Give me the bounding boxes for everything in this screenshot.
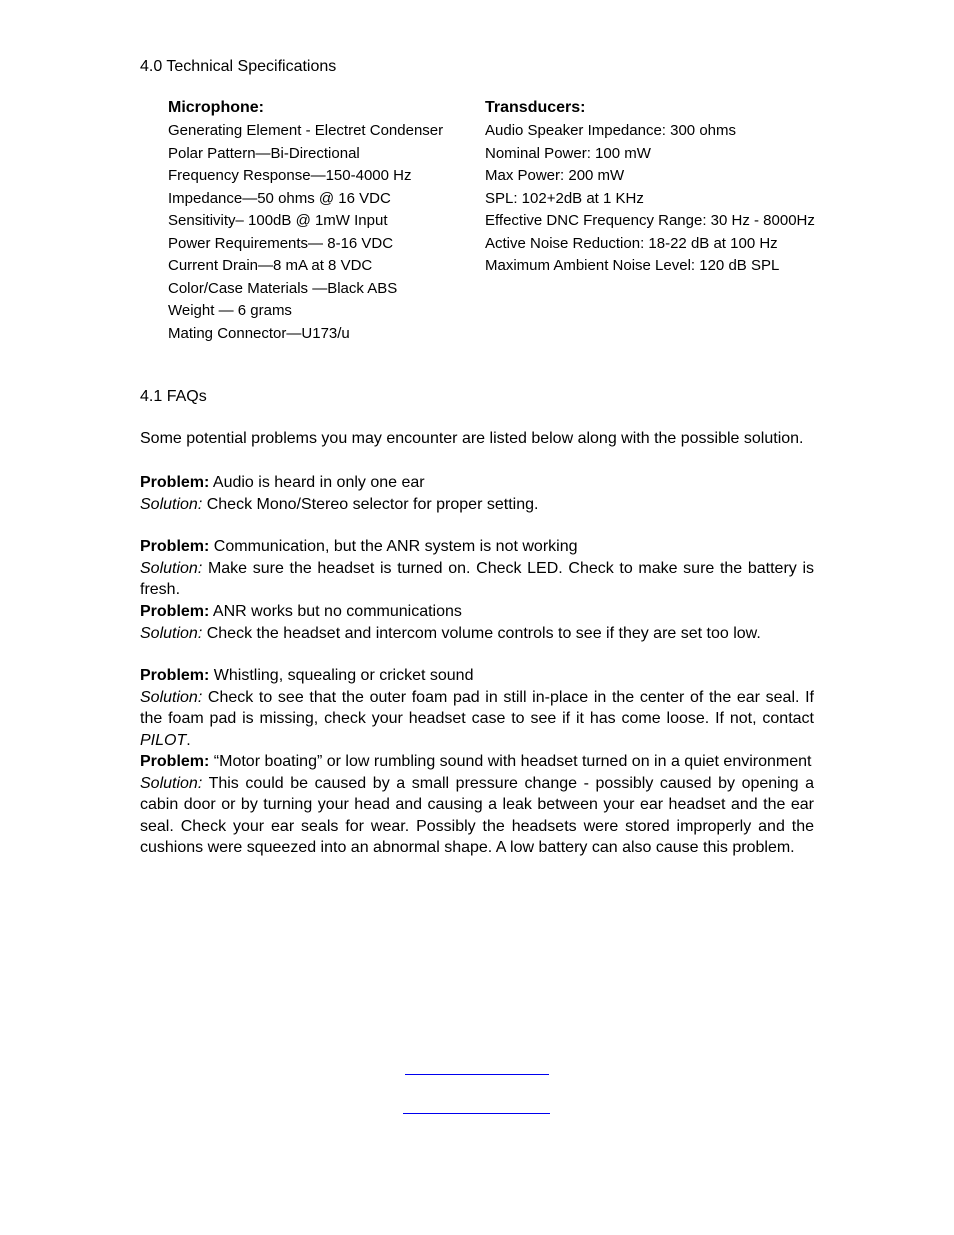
faq-item bbox=[140, 665, 814, 751]
spec-item: Max Power: 200 mW bbox=[485, 167, 625, 184]
transducer-spec-list bbox=[485, 120, 825, 278]
transducers-title: Transducers: bbox=[485, 99, 586, 116]
spec-item: Frequency Response—150-4000 Hz bbox=[168, 167, 412, 184]
faq-intro: Some potential problems you may encounter are listed below along with the possible solution. bbox=[140, 430, 804, 447]
spec-item: Power Requirements— 8-16 VDC bbox=[168, 234, 394, 252]
spec-item: Nominal Power: 100 mW bbox=[485, 144, 651, 162]
faq-problem bbox=[140, 536, 814, 558]
spec-item: Current Drain—8 mA at 8 VDC bbox=[168, 257, 373, 274]
microphone-spec-list bbox=[168, 120, 468, 345]
problem-label: Problem: bbox=[140, 603, 210, 620]
faq-solution bbox=[140, 623, 814, 645]
hyperlink-underline[interactable] bbox=[405, 1074, 549, 1075]
solution-label: Solution: bbox=[140, 495, 203, 513]
microphone-title: Microphone: bbox=[168, 99, 264, 116]
spec-item: Color/Case Materials —Black ABS bbox=[168, 279, 398, 297]
solution-text: Check to see that the outer foam pad in still in-place in the center of the ear seal. If the foam pad is missing, check your headset case to see if it has come loose. If not, contact bbox=[140, 688, 814, 727]
faq-solution bbox=[140, 558, 814, 601]
solution-text: Check the headset and intercom volume controls to see if they are set too low. bbox=[206, 624, 761, 642]
problem-text: Communication, but the ANR system is not working bbox=[213, 538, 578, 555]
spec-item: SPL: 102+2dB at 1 KHz bbox=[485, 189, 644, 207]
problem-label: Problem: bbox=[140, 667, 210, 684]
spec-item: Mating Connector—U173/u bbox=[168, 324, 350, 342]
faq-problem bbox=[140, 472, 814, 494]
spec-item: Polar Pattern—Bi-Directional bbox=[168, 144, 360, 162]
solution-label: Solution: bbox=[140, 688, 203, 706]
faq-solution bbox=[140, 773, 814, 859]
section-heading-faqs: 4.1 FAQs bbox=[140, 388, 207, 405]
problem-label: Problem: bbox=[140, 474, 210, 491]
solution-end: . bbox=[186, 731, 191, 749]
spec-item: Weight — 6 grams bbox=[168, 302, 292, 319]
problem-text: Whistling, squealing or cricket sound bbox=[213, 667, 474, 684]
problem-label: Problem: bbox=[140, 538, 210, 555]
problem-text: “Motor boating” or low rumbling sound with headset turned on in a quiet environment bbox=[213, 753, 812, 770]
hyperlink-underline[interactable] bbox=[403, 1113, 550, 1114]
spec-item: Maximum Ambient Noise Level: 120 dB SPL bbox=[485, 257, 780, 274]
spec-item: Audio Speaker Impedance: 300 ohms bbox=[485, 122, 736, 139]
transducer-specs bbox=[485, 98, 825, 278]
spec-item: Impedance—50 ohms @ 16 VDC bbox=[168, 189, 391, 207]
solution-text: Make sure the headset is turned on. Check LED. Check to make sure the battery is fresh. bbox=[140, 559, 814, 598]
microphone-specs bbox=[168, 98, 468, 345]
solution-label: Solution: bbox=[140, 624, 203, 642]
solution-text: Check Mono/Stereo selector for proper setting. bbox=[206, 495, 539, 513]
problem-text: ANR works but no communications bbox=[212, 603, 462, 620]
problem-label: Problem: bbox=[140, 753, 210, 770]
section-heading-tech-specs: 4.0 Technical Specifications bbox=[140, 58, 337, 75]
problem-text: Audio is heard in only one ear bbox=[212, 474, 425, 491]
faq-item bbox=[140, 601, 814, 644]
spec-item: Active Noise Reduction: 18-22 dB at 100 Hz bbox=[485, 234, 778, 252]
faq-item bbox=[140, 536, 814, 601]
faq-item bbox=[140, 472, 814, 515]
faq-problem bbox=[140, 665, 814, 687]
solution-text: This could be caused by a small pressure change - possibly caused by opening a cabin door or by turning your head and causing a leak between your ear headset and the ear seal. Check your ear seals for wear. Possibly the headsets were stored improperly and the cushions were squeezed into an abnormal shape. A low battery can also cause this problem. bbox=[140, 774, 815, 856]
pilot-emphasis: PILOT bbox=[140, 731, 187, 749]
solution-label: Solution: bbox=[140, 559, 203, 577]
faq-problem bbox=[140, 601, 814, 623]
faq-solution bbox=[140, 494, 814, 516]
spec-item: Sensitivity– 100dB @ 1mW Input bbox=[168, 212, 388, 229]
faq-item bbox=[140, 751, 814, 859]
spec-item: Effective DNC Frequency Range: 30 Hz - 8000Hz bbox=[485, 212, 815, 229]
faq-problem bbox=[140, 751, 814, 773]
faq-solution bbox=[140, 687, 814, 752]
solution-label: Solution: bbox=[140, 774, 203, 792]
spec-item: Generating Element - Electret Condenser bbox=[168, 122, 444, 139]
